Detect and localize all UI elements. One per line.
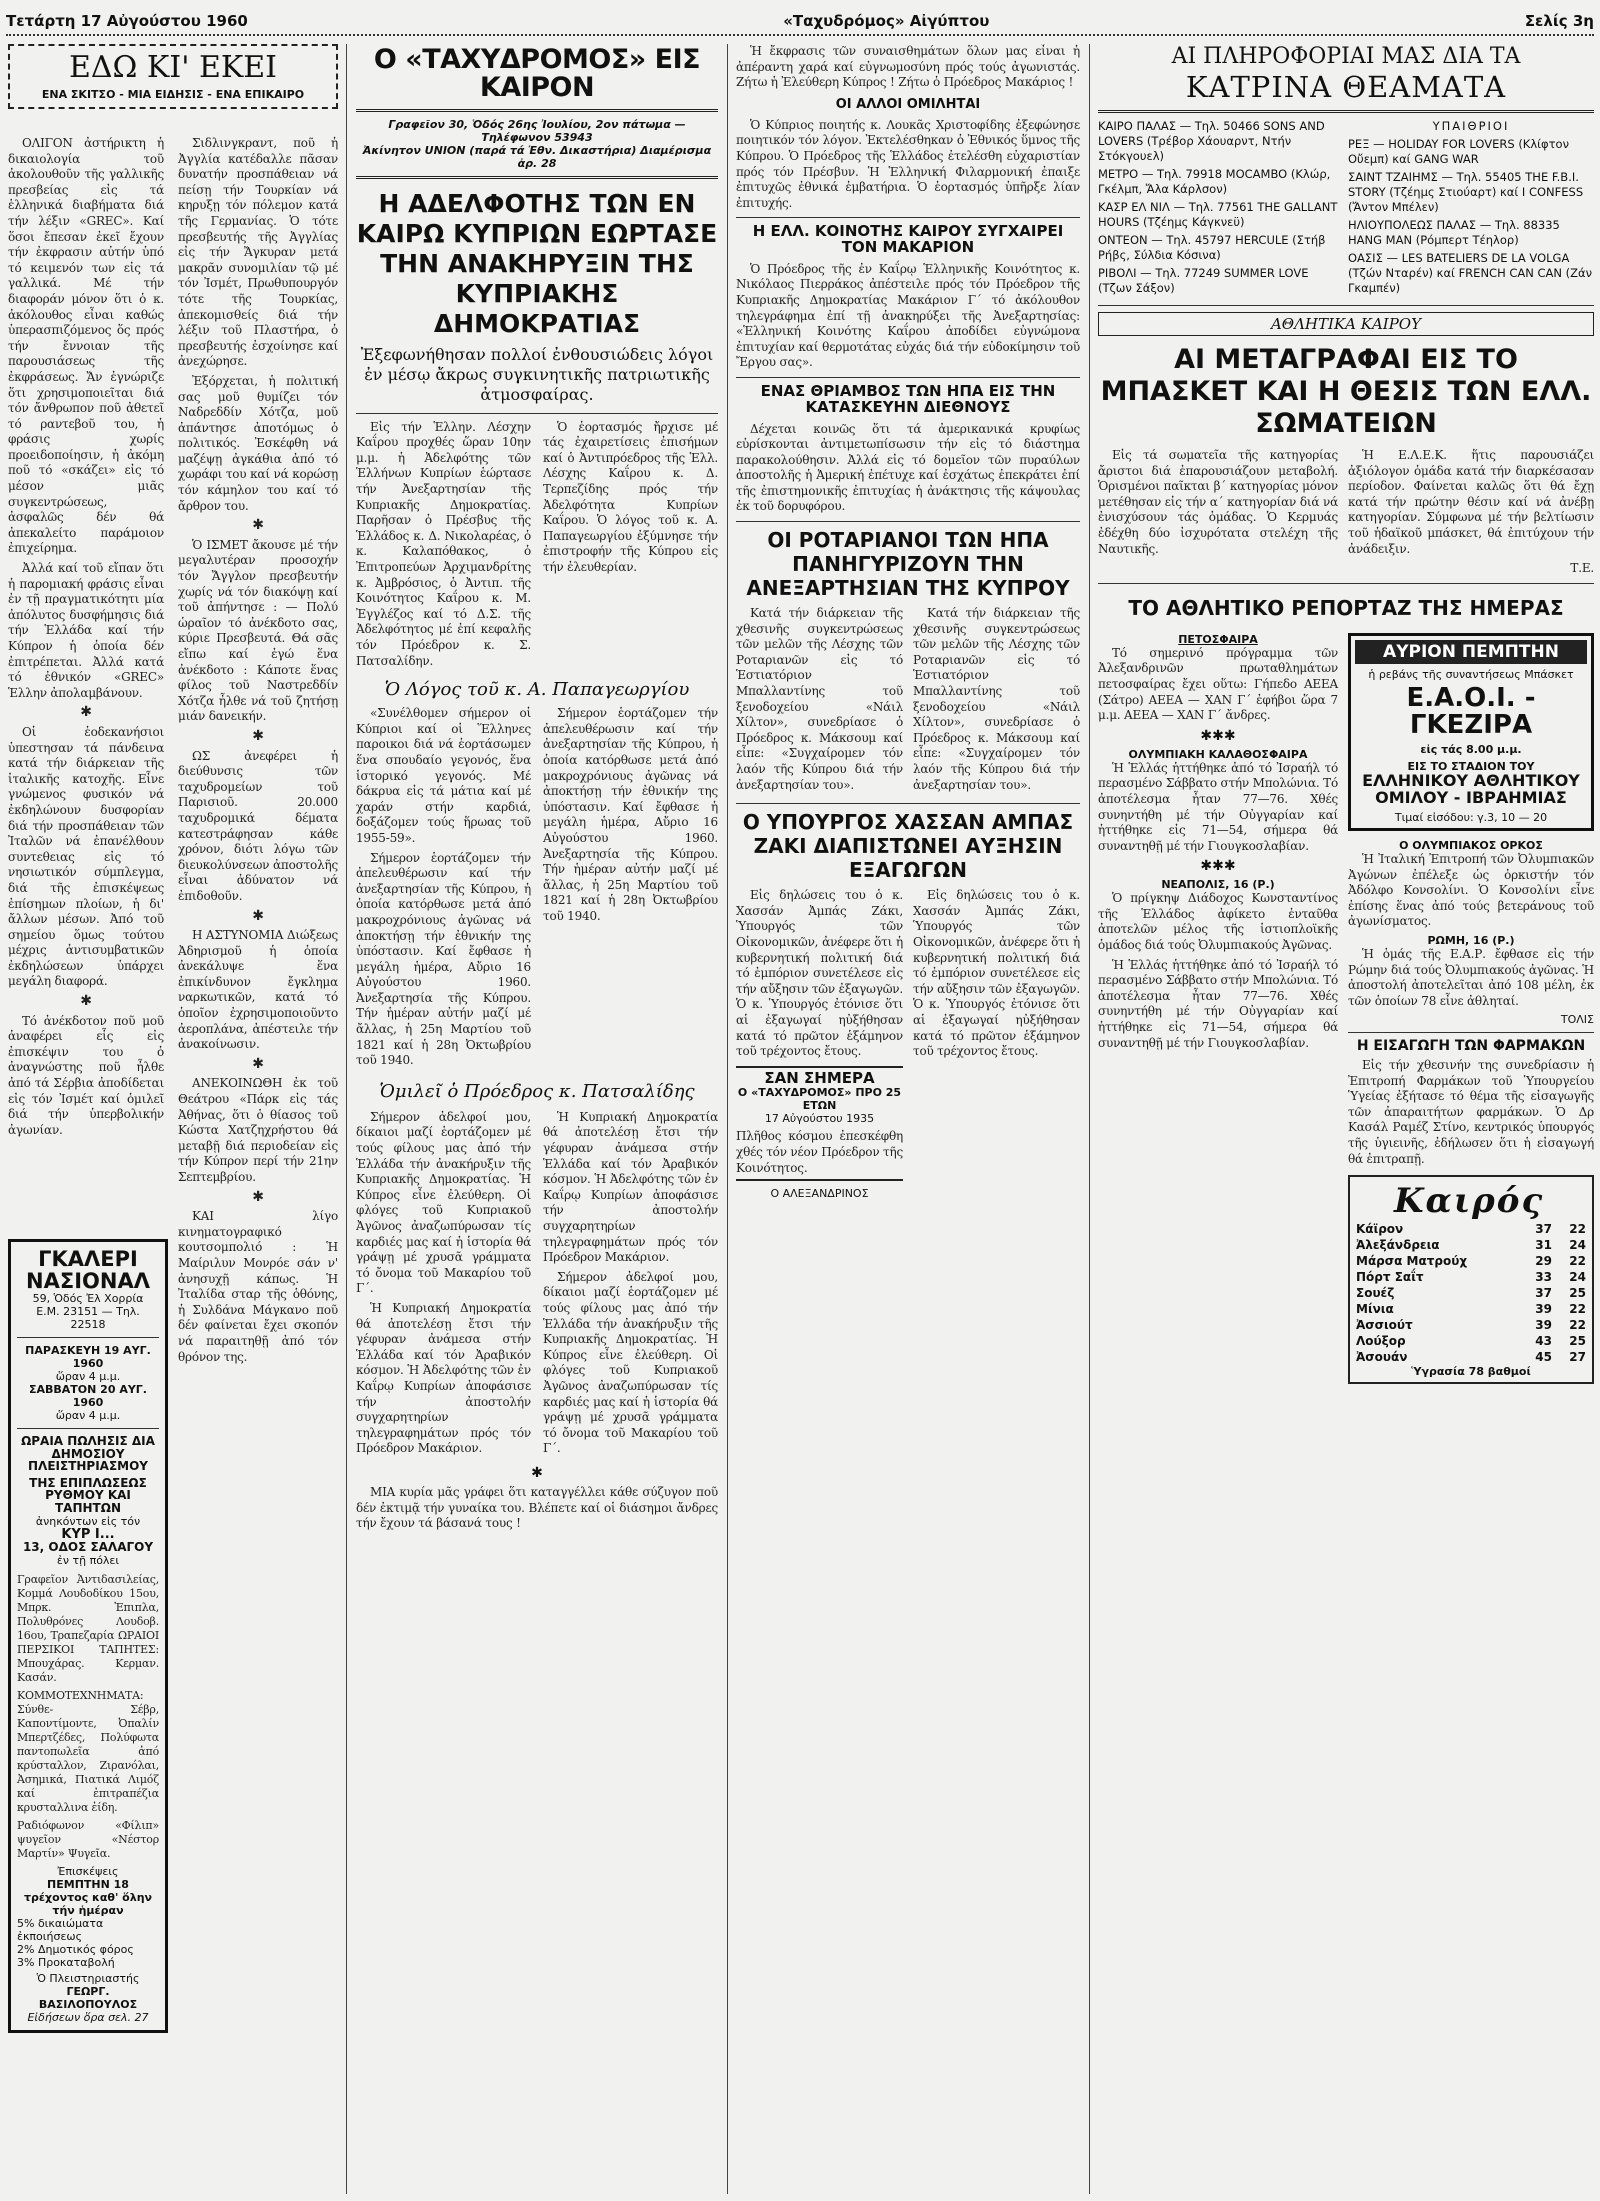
- column-rule: [727, 44, 728, 2194]
- article-text: [356, 1110, 531, 1461]
- sport-band: ΑΘΛΗΤΙΚΑ ΚΑΙΡΟΥ: [1098, 312, 1594, 336]
- article-text: [1098, 958, 1338, 1052]
- paragraph: Κατά τήν διάρκειαν τῆς χθεσινῆς συγκεντρώσεως τῶν μελῶν τῆς Λέσχης τῶν Ροταριανῶν εἰς τό Ἑστιατόριον Μπαλλαντίνης τοῦ ξενοδοχείου «Νάιλ Χίλτον», συνεδρίασε ὁ Πρόεδρος κ. Μάκσουμ καί εἶπε: «Συγχαίρομεν τόν λαόν τῆς Κύπρου διά τήν ἀνεξαρτησίαν του».: [913, 606, 1080, 792]
- article-text: [913, 888, 1080, 1200]
- article-text: [543, 1110, 718, 1461]
- cinema-listing: ΚΑΣΡ ΕΛ ΝΙΛ — Τηλ. 77561 THE GALLANT HOURS (Τζέημς Κάγκνεϋ): [1098, 200, 1338, 229]
- cinema-list: [1348, 119, 1594, 299]
- article-text: [736, 118, 1080, 212]
- sport-report-title: ΤΟ ΑΘΛΗΤΙΚΟ ΡΕΠΟΡΤΑΖ ΤΗΣ ΗΜΕΡΑΣ: [1128, 595, 1564, 620]
- author-signature: Τ.Ε.: [1570, 561, 1594, 576]
- subheadline: ΟΛΥΜΠΙΑΚΗ ΚΑΛΑΘΟΣΦΑΙΡΑ: [1128, 747, 1308, 761]
- basketball-match-advertisement: [1348, 633, 1594, 831]
- weather-max: 29: [1535, 1254, 1552, 1269]
- cinema-listing: ΡΕΞ — HOLIDAY FOR LOVERS (Κλίφτον Οὔεμπ) καί GANG WAR: [1348, 137, 1570, 166]
- sport-headline: ΑΙ ΜΕΤΑΓΡΑΦΑΙ ΕΙΣ ΤΟ ΜΠΑΣΚΕΤ ΚΑΙ Η ΘΕΣΙΣ ΤΩΝ ΕΛΛ. ΣΩΜΑΤΕΙΩΝ: [1100, 344, 1592, 439]
- ad-place: ΟΜΙΛΟΥ - ΙΒΡΑΗΜΙΑΣ: [1375, 788, 1567, 808]
- ad-body: ΚΟΜΜΟΤΕΧΝΗΜΑΤΑ: Σύνθε- Σέβρ, Καποντίμοντε, Ὀπαλίν Μπερτζέδες, Πολύφωτα παντοπωλεῖα ἀπό κρύσταλλον, Ζιρανόλαι, Ἀσημικά, Πιατικά Λιμόζ καί ἐπιτραπέζια κρυσταλλινα ἐίδη.: [17, 1688, 159, 1814]
- ad-owner-line: ἀνηκόντων εἰς τόν: [35, 1514, 141, 1528]
- weather-row: [1354, 1349, 1588, 1365]
- weather-city: Πόρτ Σαΐτ: [1356, 1270, 1424, 1285]
- star-divider: ✱: [252, 727, 264, 744]
- star-divider: ✱: [80, 704, 92, 721]
- column-rule: [1089, 44, 1090, 2194]
- article-text: [543, 706, 718, 1073]
- feature-title: ΕΔΩ ΚΙ' ΕΚΕΙ: [68, 50, 278, 85]
- article-text: [736, 422, 1080, 516]
- headline: Η ΕΙΣΑΓΩΓΗ ΤΩΝ ΦΑΡΜΑΚΩΝ: [1356, 1038, 1586, 1055]
- ad-street: 13, ΟΔΟΣ ΣΑΛΑΓΟΥ: [22, 1540, 154, 1555]
- paragraph: Σήμερον ἑορτάζομεν τήν ἀπελευθέρωσιν καί τήν ἀνεξαρτησίαν τῆς Κύπρου, ἡ ὁποία κατόρθωσε μετά ἀπό μακροχρόνιους ἀγῶνας νά ἀποκτήσῃ τήν ἐθνικήν της ὑπόστασιν. Καί ἔφθασε ἡ μεγάλη ἡμέρα, Αὔριο 16 Αὐγούστου 1960. Ἀνεξαρτησία τῆς Κύπρου. Τήν ἡμέραν αὐτήν μαζί μέ ἄλλας, ἡ 25η Μαρτίου τοῦ 1821 καί ἡ 28η Ὀκτωβρίου τοῦ 1940.: [543, 706, 718, 923]
- article-text: [736, 44, 1080, 91]
- paragraph: ΜΙΑ κυρία μᾶς γράφει ὅτι καταγγέλλει κάθε σύζυγον ποῦ δέν ἐκτιμᾷ τήν γυναίκα του. Βλέπετε καί οἱ διάσημοι ἄνδρες τήν ἔχουν τά βάσανά τους !: [356, 1484, 718, 1531]
- star-divider: ✱: [252, 907, 264, 924]
- weather-min: 25: [1569, 1286, 1586, 1301]
- paragraph: ΩΣ ἀνεφέρει ἡ διεύθυνσις τῶν ταχυδρομείων τοῦ Παρισιοῦ. 20.000 ταχυδρομικά δέματα κατεστράφησαν κάθε χρόνον, διότι λόγω τῶν διευκολύνσεων ἀποστολῆς εἶναι ἀδύνατον νά ἐπιδοθοῦν.: [178, 748, 338, 903]
- ad-visit-time: ΠΕΜΠΤΗΝ 18 τρέχοντος καθ' ὅλην τήν ἡμέραν: [23, 1877, 153, 1917]
- weather-min: 24: [1569, 1238, 1586, 1253]
- anniversary-box: [736, 1066, 903, 1182]
- weather-row: [1354, 1237, 1588, 1253]
- weather-max: 33: [1535, 1270, 1552, 1285]
- headline: ΟΙ ΡΟΤΑΡΙΑΝΟΙ ΤΩΝ ΗΠΑ ΠΑΝΗΓΥΡΙΖΟΥΝ ΤΗΝ ΑΝΕΞΑΡΤΗΣΙΑΝ ΤΗΣ ΚΥΠΡΟΥ: [746, 528, 1070, 601]
- weather-row: [1354, 1269, 1588, 1285]
- article-text: [1348, 852, 1594, 930]
- article-text: [736, 606, 903, 797]
- article-text: [913, 606, 1080, 797]
- weather-max: 31: [1535, 1238, 1552, 1253]
- paragraph: Σήμερον ἀδελφοί μου, δίκαιοι μαζί ἑορτάζομεν μέ τούς φίλους μας ἀπό τήν Ἑλλάδα τήν ἀνακήρυξιν τῆς Κυπριακῆς Δημοκρατίας. Ἡ Κύπρος εἶνε ἐλεύθερη. Οἱ φλόγες τοῦ Κυπριακοῦ Ἀγῶνος ἀναζωπύρωσαν τίς καρδιές μας καί ἡ ἱστορία θά γράψῃ μέ χρυσᾶ γράμματα τό ὄνομα τοῦ Μακαρίου τοῦ Γ΄.: [543, 1269, 718, 1456]
- page-masthead: [6, 8, 1594, 36]
- paragraph: Οἱ ἑοδεκανήσιοι ὑπεστησαν τά πάνδεινα κατά τήν διάρκειαν τῆς ἰταλικῆς κατοχῆς. Εἶνε γνώμενος φυσικόν νά ἐκδηλώνουν δυσφορίαν διά τήν προσπάθειαν τῶν Ἰταλῶν νά ἐπανέλθουν συντεθειας εἰς τό νησιωτικόν σύμπλεγμα, διά τῆς ἐπισκέψεως ἐπίσημων πλοίων, ἡ δι' ἄλλων μέσων. Ἀπό τοῦ σημείου ὅμως τούτου μέχρις ἀντισυμβατικῶν ἐκδηλώσεων ὑπάρχει μεγάλη διαφορά.: [8, 724, 164, 989]
- author-signature: ΤΟΛΙΣ: [1560, 1013, 1594, 1027]
- paragraph: Ὁ ἑορτασμός ἤρχισε μέ τάς ἐχαιρετίσεις ἐπισήμων καί ὁ Ἀντιπρόεδρος τῆς Ἑλλ. Λέσχης Καΐρου κ. Δ. Τερπεζίδης πρός τήν Ἀδελφότητα Κυπρίων Καΐρου. Ὁ λόγος τοῦ κ. Α. Παπαγεωργίου ἐξύμνησε τήν ἐπιστροφήν τῆς Κύπρου εἰς τήν ἐλευθερίαν.: [543, 419, 718, 575]
- weather-min: 22: [1569, 1302, 1586, 1317]
- office-address: Γραφεῖον 30, Ὁδός 26ης Ἰουλίου, 2ον πάτωμα — Τηλέφωνον 53943: [388, 117, 686, 144]
- cinema-listing: ΜΕΤΡΟ — Τηλ. 79918 MOCAMBO (Κλώρ, Γκέλμπ, Ἄλα Κάρλσον): [1098, 167, 1331, 196]
- paragraph: Εἰς τήν χθεσινήν της συνεδρίασιν ἡ Ἐπιτροπή Φαρμάκων τοῦ Ὑπουργείου Ὑγείας ἐξήτασε τό θέμα τῆς εἰσαγωγῆς τῶν ἀπαραιτήτων φαρμάκων. Ὁ Δρ Κασάλ Ραμέζ Στίνο, κεντρικός ὑπουργός τῆς ὑγιεινῆς, ἐδήλωσεν ὅτι ἡ εἰσαγωγή θά ἐπιτραπῇ.: [1348, 1057, 1594, 1166]
- star-divider: ✱✱✱: [1200, 727, 1236, 744]
- subheadline: ΟΙ ΑΛΛΟΙ ΟΜΙΛΗΤΑΙ: [835, 96, 981, 112]
- ad-auctioneer-name: ΓΕΩΡΓ. ΒΑΣΙΛΟΠΟΥΛΟΣ: [38, 1984, 138, 2011]
- paragraph: Σιδλινγκραντ, ποῦ ἡ Ἀγγλία κατέδαλλε πᾶσαν δυνατήν προσπάθειαν νά πείσῃ τήν Τουρκίαν νά κηρυξῃ τόν πόλεμον κατά τῆς Γερμανίας. Ὁ τότε πρεσβευτής τῆς Ἀγγλίας εἰς τήν Ἄγκυραν μετά μακρᾶν συνομιλίαν τῷ μέ τόν Ἰσμέτ, Πρωθυπουργόν τότε τῆς Τουρκίας, ἀπεκομισθείς διά τήν λέξιν τοῦ Πλαστήρα, ὁ πρεσβευτής ἐσχοίνησε καί ἀνεχώρησε.: [178, 136, 338, 369]
- weather-city: Σουέζ: [1356, 1286, 1395, 1301]
- paragraph: Ἡ Ἑλλάς ἡττήθηκε ἀπό τό Ἰσραήλ τό περασμένο Σάββατο στήν Μπολώνια. Τό ἀποτέλεσμα ἦταν 77—76. Χθές συνηντήθη μέ τήν Οὐγγαρίαν καί ἡττήθηκε εἰς 71—54, σήμερα θά συναντηθῇ μέ τήν Γιουγκοσλαβίαν.: [1098, 760, 1338, 853]
- feature-subtitle: ΕΝΑ ΣΚΙΤΣΟ - ΜΙΑ ΕΙΔΗΣΙΣ - ΕΝΑ ΕΠΙΚΑΙΡΟ: [41, 87, 305, 101]
- article-text: [736, 888, 903, 1060]
- ad-time: εἰς τάς 8.00 μ.μ.: [1420, 743, 1522, 757]
- weather-min: 22: [1569, 1318, 1586, 1333]
- column-rule: [346, 44, 347, 2194]
- weather-box: [1348, 1175, 1594, 1384]
- column-3: [736, 44, 1080, 2194]
- star-divider: ✱: [252, 1188, 264, 1205]
- weather-max: 43: [1535, 1334, 1552, 1349]
- ad-time: ὥραν 4 μ.μ.: [55, 1370, 121, 1384]
- cinema-listing: ΟΑΣΙΣ — LES BATELIERS DE LA VOLGA (Τζών Νταρέν) καί FRENCH CAN CAN (Ζάν Γκαμπέν): [1348, 251, 1593, 295]
- weather-max: 39: [1535, 1302, 1552, 1317]
- office-address: Ἀκίνητον UNION (παρά τά Ἐθν. Δικαστήρια) Διαμέρισμα ἀρ. 28: [362, 143, 712, 170]
- ad-time: ὥραν 4 μ.μ.: [55, 1409, 121, 1423]
- subheadline: Ὁ Λόγος τοῦ κ. Α. Παπαγεωργίου: [384, 679, 690, 701]
- article-text: [1098, 891, 1338, 953]
- paragraph: Ὁ ΙΣΜΕΤ ἄκουσε μέ τήν μεγαλυτέραν προσοχήν τόν Ἄγγλον πρεσβευτήν χωρίς νά τόν διακόψῃ καί τοῦ ἀπήντησε : — Πολύ ὡραῖον τό ἀνέκδοτο σας, κύριε Πρεσβευτά. Θά σᾶς εἴπω καί ἐγώ ἕνα ἀνέκδοτο : Κάποτε ἕνας φίλος τοῦ Ναστρεδδίν Χότζα ἦλθε νά τοῦ ζητήσῃ μιάν δανεικήν.: [178, 537, 338, 724]
- subheadline: Ὁμιλεῖ ὁ Πρόεδρος κ. Πατσαλίδης: [379, 1080, 695, 1102]
- cinema-listing: ΚΑΙΡΟ ΠΑΛΑΣ — Τηλ. 50466 SONS AND LOVERS (Τρέβορ Χάουαρντ, Ντήν Στόκγουελ): [1098, 119, 1325, 163]
- star-divider: ✱: [252, 1055, 264, 1072]
- weather-min: 25: [1569, 1334, 1586, 1349]
- weather-table: [1354, 1221, 1588, 1365]
- paragraph: Εἰς τήν Ἑλλην. Λέσχην Καΐρου προχθές ὥραν 10ην μ.μ. ἡ Ἀδελφότης τῶν Ἑλλήνων Κυπρίων ἑώρτασε τήν Ἀνεξαρτησίαν τῆς Κυπριακῆς Δημοκρατίας. Παρῆσαν ὁ Πρέσβυς τῆς Ἑλλάδος κ. Δ. Νικολαρέας, ὁ κ. Καλαπόθακος, ὁ Ἐπιτροπεύων Ἀρχιμανδρίτης κ. Ἀμβρόσιος, ὁ Ἀντιπ. τῆς Κοινότητος Καΐρου κ. Μ. Ἐγγλέζος καί τό Δ.Σ. τῆς Ἀδελφότητος μέ ἐπί κεφαλῆς τόν Πρόεδρον κ. Σ. Πατσαλίδην.: [356, 419, 531, 668]
- star-divider: ✱: [252, 517, 264, 534]
- anniversary-subtitle: Ο «ΤΑΧΥΔΡΟΜΟΣ» ΠΡΟ 25 ΕΤΩΝ: [737, 1086, 902, 1113]
- weather-row: [1354, 1317, 1588, 1333]
- weather-city: Ἀσσιούτ: [1356, 1318, 1413, 1333]
- paragraph: ΚΑΙ λίγο κινηματογραφικό κουτσομπολιό : Ἡ Μαίριλυν Μονρόε σάν ν' ἀνησυχῇ κάπως. Ἡ Ἰταλίδα σταρ τῆς ὁθόνης, ἡ Συλδάνα Μάγκανο ποῦ δέν φαίνεται ἔχει σκοπόν νά παραιτηθῇ ἀπό τόν θρόνον της.: [178, 1209, 338, 1364]
- article-text: [178, 136, 338, 1365]
- weather-row: [1354, 1333, 1588, 1349]
- ad-place: ΕΙΣ ΤΟ ΣΤΑΔΙΟΝ ΤΟΥ: [1407, 760, 1535, 774]
- paragraph: Ἡ Ἑλλάς ἡττήθηκε ἀπό τό Ἰσραήλ τό περασμένο Σάββατο στήν Μπολώνια. Τό ἀποτέλεσμα ἦταν 77—76. Χθές συνηντήθη μέ τήν Οὐγγαρίαν καί ἡττήθηκε εἰς 71—54, σήμερα θά συναντηθῇ μέ τήν Γιουγκοσλαβίαν.: [1098, 957, 1338, 1050]
- anniversary-date: 17 Αὐγούστου 1935: [764, 1112, 875, 1126]
- paragraph: Ἡ Κυπριακή Δημοκρατία θά ἀποτελέσῃ ἔτσι τήν γέφυραν ἀνάμεσα στήν Ἑλλάδα καί τόν Ἀραβικόν κόσμον. Ἡ Ἀδελφότης τῶν ἐν Καΐρῳ Κυπρίων ἀποφάσισε τήν ἀποστολήν συγχαρητηρίων τηλεγραφημάτων πρός τόν Πρόεδρον Μακάριον.: [356, 1300, 531, 1456]
- ad-date: ΣΑΒΒΑΤΟΝ 20 ΑΥΓ. 1960: [28, 1383, 147, 1410]
- weather-max: 45: [1535, 1350, 1552, 1365]
- section-title: Ο «ΤΑΧΥΔΡΟΜΟΣ» ΕΙΣ ΚΑΙΡΟΝ: [373, 44, 701, 104]
- article-text: [356, 420, 531, 674]
- paragraph: Ἐξόρχεται, ἡ πολιτική σας μοῦ θυμίζει τόν Ναδρεδδίν Χότζα, μοῦ ἀπάντησε ἀποτόμως ὁ πολιτικός. Ἐσκέφθη νά μαζέψῃ ἀγκάθια ἀπό τό χωράφι του καί νά κορώσῃ τόν κάμηλον του καί τό ἄρθρον του.: [178, 373, 338, 513]
- headline-deck: Ἐξεφωνήθησαν πολλοί ἐνθουσιώδεις λόγοι ἐν μέσῳ ἄκρως συγκινητικῆς πατριωτικῆς ἀτμοσφαίρας.: [360, 344, 714, 404]
- subheadline: ΠΕΤΟΣΦΑΙΡΑ: [1178, 632, 1258, 646]
- paragraph: Η ΑΣΤΥΝΟΜΙΑ Διώξεως Ἀδηρισμοῦ ἡ ὁποία ἀνεκάλυψε ἕνα ἐπικίνδυνον ἔγκλημα ναρκωτικῶν, κατά τό ὁποῖον ἐχρησιμοποιοῦντο ἀεροπλάνα, ἀπέστειλε τήν ἀνακοίνωσιν.: [178, 928, 338, 1052]
- ad-teams: Ε.Α.Ο.Ι. - ΓΚΕΖΙΡΑ: [1406, 682, 1536, 741]
- ad-city: ἐν τῇ πόλει: [56, 1553, 120, 1567]
- article-text: [356, 706, 531, 1073]
- weather-row: [1354, 1301, 1588, 1317]
- star-divider: ✱: [531, 1464, 543, 1481]
- paragraph: Ὁ Κύπριος ποιητής κ. Λουκᾶς Χριστοφίδης ἐξεφώνησε ποιητικόν τόν λόγον. Ἐκτελέσθηκαν ὁ Ἐθνικός ὕμνος τῆς Κύπρου. Ὁ Πρόεδρος τῆς Ἑλλάδος ἐτελέσθη εὐχαριστίαν πρός τόν Πρέσβυν. Ἡ Ἑλληνική Φιλαρμονική ἐπαιξε ἐπιτυχῶς ἐθνικά ἐμβατήρια. Ὁ ἑορτασμός ὑπῆρξε λίαν ἐπιτυχής.: [736, 117, 1080, 210]
- paragraph: Ἡ Ἰταλική Ἐπιτροπή τῶν Ὀλυμπιακῶν Ἀγώνων ἐπέλεξε ὡς ὀρκιστήν τόν Ἀδόλφο Κονσολίνι. Ὁ Κονσολίνι εἶνε ἐπίσης ἕνας ἀπό τούς βετεράνους τοῦ ἀγωνίσματος.: [1348, 851, 1594, 929]
- paragraph: Εἰς τά σωματεῖα τῆς κατηγορίας ἄριστοι διά ἐπαρουσιάζουν μεταβολή. Ὁρισμένοι παῖκται β΄ κατηγορίας μόνον μετέθησαν εἰς τήν α΄ κατηγορίαν διά νά ἐνισχύσουν τάς ὁμάδας. Ὁ Κερμυάς ἐδέχθη δύο ἰσχυρότατα στελέχη τῆς Ναυτικῆς.: [1098, 448, 1338, 556]
- ad-auctioneer-label: Ὁ Πλειστηριαστής: [36, 1971, 140, 1985]
- weather-max: 37: [1535, 1286, 1552, 1301]
- section-header: ΚΑΤΡΙΝΑ ΘΕΑΜΑΤΑ: [1185, 70, 1507, 104]
- cinema-listing: ΟΝΤΕΟΝ — Τηλ. 45797 HERCULE (Στήβ Ρήβς, Σύλδια Κόσινα): [1098, 233, 1326, 262]
- weather-row: [1354, 1221, 1588, 1237]
- paragraph: Ἡ Κυπριακή Δημοκρατία θά ἀποτελέσῃ ἔτσι τήν γέφυραν ἀνάμεσα στήν Ἑλλάδα καί τόν Ἀραβικόν κόσμον. Ἡ Ἀδελφότης τῶν ἐν Καΐρῳ Κυπρίων ἀποφάσισε τήν ἀποστολήν συγχαρητηρίων τηλεγραφημάτων πρός τόν Πρόεδρον Μακάριον.: [543, 1109, 718, 1265]
- weather-city: Λούξορ: [1356, 1334, 1406, 1349]
- paragraph: «Συνέλθομεν σήμερον οἱ Κύπριοι καί οἱ Ἕλληνες παροικοι διά νά ἑορτάσωμεν ἕνα σπουδαίο γεγονός, ἕνα ἱστορικό γεγονός. Μέ δάκρυα εἰς τά μάτια καί μέ χαράν στήν καρδιά, δοξάζομεν τούς ἥρωας τοῦ 1955-59».: [356, 706, 531, 845]
- ad-owner-name: ΚΥΡ Ι...: [61, 1526, 115, 1542]
- weather-min: 22: [1569, 1222, 1586, 1237]
- paragraph: Εἰς δηλώσεις του ὁ κ. Χασσάν Ἀμπάς Ζάκι, Ὑπουργός τῶν Οἰκονομικῶν, ἀνέφερε ὅτι ἡ κυβερνητική πολιτική διά τό ἐμπόριον συνετέλεσε εἰς τήν αὔξησιν τῶν ἐξαγωγῶν. Ὁ κ. Ὑπουργός ἐτόνισε ὅτι αἱ ἐξαγωγαί ηὐξήθησαν κατά τό πρῶτον ἑξάμηνον τοῦ τρέχοντος ἔτους.: [913, 888, 1080, 1059]
- subheadline: ΡΩΜΗ, 16 (Ρ.): [1427, 933, 1515, 947]
- article-text: [736, 262, 1080, 371]
- cinema-list: [1098, 119, 1338, 299]
- column-1: [8, 44, 338, 2194]
- ad-place: ΕΛΛΗΝΙΚΟΥ ΑΘΛΗΤΙΚΟΥ: [1362, 771, 1580, 791]
- masthead-page-number: Σελίς 3η: [1524, 12, 1594, 30]
- subheadline: ΝΕΑΠΟΛΙΣ, 16 (Ρ.): [1161, 878, 1275, 892]
- ad-subheadline: ΤΗΣ ΕΠΙΠΛΩΣΕΩΣ ΡΥΘΜΟΥ ΚΑΙ ΤΑΠΗΤΩΝ: [29, 1475, 147, 1516]
- paragraph: ΑΝΕΚΟΙΝΩΘΗ ἐκ τοῦ Θεάτρου «Πάρκ εἰς τάς Ἀθήνας, ὅτι ὁ θίασος τοῦ Κώστα Χατζηχρήστου θά μεταβῇ διά περιοδείαν εἰς τήν Κύπρον περί τήν 21ην Σεπτεμβρίου.: [178, 1076, 338, 1184]
- headline: Ο ΥΠΟΥΡΓΟΣ ΧΑΣΣΑΝ ΑΜΠΑΣ ΖΑΚΙ ΔΙΑΠΙΣΤΩΝΕΙ ΑΥΞΗΣΙΝ ΕΞΑΓΩΓΩΝ: [742, 810, 1074, 883]
- weather-min: 22: [1569, 1254, 1586, 1269]
- masthead-title: «Ταχυδρόμος» Αἰγύπτου: [783, 12, 990, 30]
- ad-body: Ραδιόφωνον «Φίλιπ» ψυγεῖον «Νέστορ Μαρτίν» Ψυγεῖα.: [17, 1818, 159, 1860]
- ad-fee: 3% Προκαταβολή: [17, 1955, 115, 1969]
- ad-more-info: Εἰδήσεων ὅρα σελ. 27: [27, 2010, 149, 2024]
- article-text: [1098, 646, 1338, 724]
- ad-price: Τιμαί εἰσόδου: γ.3, 10 — 20: [1394, 810, 1548, 824]
- weather-city: Κάϊρον: [1356, 1222, 1404, 1237]
- article-text: [1348, 947, 1594, 1009]
- author-signature: Ο ΑΛΕΞΑΝΔΡΙΝΟΣ: [770, 1187, 869, 1201]
- star-divider: ✱: [80, 993, 92, 1010]
- paragraph: Ἡ ἔκφρασις τῶν συναισθημάτων ὅλων μας εἶναι ἡ ἀπέραντη χαρά καί εὐγνωμοσύνη πρός τούς ἀγωνιστάς. Ζήτω ἡ Ἐλεύθερη Κύπρος ! Ζήτω ὁ Πρόεδρος Μακάριος !: [736, 44, 1080, 90]
- article-text: [1098, 761, 1338, 855]
- paragraph: Ὁ Πρόεδρος τῆς ἐν Καΐρῳ Ἑλληνικῆς Κοινότητος κ. Νικόλαος Πιερράκος ἀπέστειλε πρός τόν Πρόεδρον τῆς Κυπριακῆς Δημοκρατίας Μακάριον Γ΄ τό ἀκόλουθον τηλεγράφημα ἐπί τῇ ἀνακηρύξει τῆς Ἀνεξαρτησίας: «Ἑλληνική Κοινότης Καΐρου ἀποδίδει εὐγνώμονα ἐπιτυχίαν καί θερμοτάτας εὐχάς διά τήν εὐδοκίμησιν τοῦ Ἔργου σας».: [736, 261, 1080, 370]
- column-2: [356, 44, 718, 2194]
- weather-row: [1354, 1285, 1588, 1301]
- article-text: [543, 420, 718, 674]
- ad-date: ΠΑΡΑΣΚΕΥΗ 19 ΑΥΓ. 1960: [25, 1344, 151, 1371]
- subheadline: Ο ΟΛΥΜΠΙΑΚΟΣ ΟΡΚΟΣ: [1399, 838, 1543, 852]
- section-header: ΑΙ ΠΛΗΡΟΦΟΡΙΑΙ ΜΑΣ ΔΙΑ ΤΑ: [1171, 44, 1521, 69]
- weather-city: Μίνια: [1356, 1302, 1394, 1317]
- cinema-listing: ΗΛΙΟΥΠΟΛΕΩΣ ΠΑΛΑΣ — Τηλ. 88335 HANG MAN (Ρόμπερτ Τέηλορ): [1348, 218, 1560, 247]
- paragraph: Εἰς δηλώσεις του ὁ κ. Χασσάν Ἀμπάς Ζάκι, Ὑπουργός τῶν Οἰκονομικῶν, ἀνέφερε ὅτι ἡ κυβερνητική πολιτική διά τό ἐμπόριον συνετέλεσε εἰς τήν αὔξησιν τῶν ἐξαγωγῶν. Ὁ κ. Ὑπουργός ἐτόνισε ὅτι αἱ ἐξαγωγαί ηὐξήθησαν κατά τό πρῶτον ἑξάμηνον τοῦ τρέχοντος ἔτους.: [736, 888, 903, 1059]
- ad-line: ἡ ρεβάνς τῆς συναντήσεως Μπάσκετ: [1368, 667, 1574, 681]
- ad-title: ΓΚΑΛΕΡΙ ΝΑΣΙΟΝΑΛ: [26, 1247, 150, 1294]
- column-4: [1098, 44, 1594, 2194]
- article-text: [1098, 448, 1338, 577]
- paragraph: Ἡ ὁμάς τῆς Ε.Α.Ρ. ἔφθασε εἰς τήν Ρώμην διά τούς Ὀλυμπιακούς ἀγῶνας. Ἡ ἀποστολή ἀποτελεῖται ἀπό 108 μέλη, ἐκ τῶν ὁποίων 78 εἶνε ἀθληταί.: [1348, 946, 1594, 1008]
- ad-date: ΑΥΡΙΟΝ ΠΕΜΠΤΗΝ: [1355, 640, 1587, 664]
- weather-city: Ἀσουάν: [1356, 1350, 1408, 1365]
- weather-title: Καιρός: [1394, 1181, 1545, 1222]
- ad-fee: 2% Δημοτικός φόρος: [17, 1942, 134, 1956]
- article-text: [1348, 448, 1594, 577]
- ad-body: Γραφεῖον Ἀντιδασιλείας, Κομμά Λουδοδίκου 15ου, Μπρκ. Ἐπιπλα, Πολυθρόνες Λουδοβ. 16ου, Τραπεζαρία ΩΡΑΙΟΙ ΠΕΡΣΙΚΟΙ ΤΑΠΗΤΕΣ: Μπουχάρας. Κερμαν. Κασάν.: [17, 1572, 159, 1684]
- paragraph: Ὁ πρίγκηψ Διάδοχος Κωνσταντίνος τῆς Ἑλλάδος ἀφίκετο ἐνταῦθα ἀποτελῶν μέλος τῆς ἱστιοπλοϊκῆς ὁμάδος διά τούς Ὀλυμπιακούς Ἀγῶνας.: [1098, 891, 1338, 953]
- weather-max: 39: [1535, 1318, 1552, 1333]
- outdoor-cinemas-title: ΥΠΑΙΘΡΙΟΙ: [1432, 119, 1510, 133]
- humidity-note: Ὑγρασία 78 βαθμοί: [1411, 1365, 1531, 1379]
- paragraph: ΟΛΙΓΟΝ ἀστήρικτη ἡ δικαιολογία τοῦ ἀκολουθοῦν τῆς γαλλικῆς πρεσβείας εἰς τά ἑλληνικά διαβήματα διά τήν λέξιν «GREC». Καί ὅσοι ἔπεσαν ἐκεῖ ἔχουν τήν ἐκφρασιν αὐτήν ὑπό τό κειμενόν των εἰς τά γαλλικά. Μέ τήν διαφοράν μόνον ὅτι ὁ κ. ἀκόλουθος εἶναι καθώς ὑπερασπιζόμενος ὅς πρός τήν ἔννοιαν τῆς παρουσιάσεως τῆς ἐκφράσεως. Ἄν ἐγνώριζε ὅτι χρησιμοποιεῖται διά τόν ἄνθρωπον ποῦ ἀθετεῖ τό ραντεβοῦ του, ἡ φράσις χωρίς προειδοποίησιν, ἡ ἀκόμη ποῦ τό «σκάζει» εἰς τό μέσον μιᾶς συγκεντρώσεως, ἀσφαλῶς δέν θά ἀπεκαλείτο παράμοιον ἐπιχείρημα.: [8, 136, 164, 556]
- main-headline: Η ΑΔΕΛΦΟΤΗΣ ΤΩΝ ΕΝ ΚΑΙΡΩ ΚΥΠΡΙΩΝ ΕΩΡΤΑΣΕ ΤΗΝ ΑΝΑΚΗΡΥΞΙΝ ΤΗΣ ΚΥΠΡΙΑΚΗΣ ΔΗΜΟΚΡΑΤΙΑΣ: [356, 188, 718, 338]
- paragraph: Κατά τήν διάρκειαν τῆς χθεσινῆς συγκεντρώσεως τῶν μελῶν τῆς Λέσχης τῶν Ροταριανῶν εἰς τό Ἑστιατόριον Μπαλλαντίνης τοῦ ξενοδοχείου «Νάιλ Χίλτον», συνεδρίασε ὁ Πρόεδρος κ. Μάκσουμ καί εἶπε: «Συγχαίρομεν τόν λαόν τῆς Κύπρου διά τήν ἀνεξαρτησίαν του».: [736, 606, 903, 792]
- star-divider: ✱✱✱: [1200, 858, 1236, 875]
- article-text: [1348, 1058, 1594, 1167]
- cinema-listing: ΣΑΙΝΤ ΤΖΑΙΗΜΣ — Τηλ. 55405 THE F.B.I. STORY (Τζέημς Στιούαρτ) καί I CONFESS (Ἄντον Μπέλεν): [1348, 170, 1584, 214]
- article-text: [8, 136, 164, 1138]
- feature-box: [8, 44, 338, 109]
- weather-max: 37: [1535, 1222, 1552, 1237]
- ad-headline: ΩΡΑΙΑ ΠΩΛΗΣΙΣ ΔΙΑ ΔΗΜΟΣΙΟΥ ΠΛΕΙΣΤΗΡΙΑΣΜΟΥ: [21, 1434, 155, 1474]
- anniversary-title: ΣΑΝ ΣΗΜΕΡΑ: [764, 1068, 875, 1087]
- weather-city: Ἀλεξάνδρεια: [1356, 1238, 1440, 1253]
- ad-address: 59, Ὁδός Ἐλ Χορρία: [32, 1292, 144, 1306]
- anniversary-text: Πλῆθος κόσμου ἐπεσκέφθη χθές τόν νέον Πρόεδρον τῆς Κοινότητος.: [736, 1129, 903, 1175]
- headline: ΕΝΑΣ ΘΡΙΑΜΒΟΣ ΤΩΝ ΗΠΑ ΕΙΣ ΤΗΝ ΚΑΤΑΣΚΕΥΗΝ ΔΙΕΘΝΟΥΣ: [760, 382, 1056, 416]
- cinema-listing: ΡΙΒΟΛΙ — Τηλ. 77249 SUMMER LOVE (Τζων Σάξον): [1098, 266, 1309, 295]
- auction-advertisement: [8, 1239, 168, 2033]
- headline: Η ΕΛΛ. ΚΟΙΝΟΤΗΣ ΚΑΙΡΟΥ ΣΥΓΧΑΙΡΕΙ ΤΟΝ ΜΑΚΑΡΙΟΝ: [752, 222, 1064, 257]
- weather-min: 27: [1569, 1350, 1586, 1365]
- paragraph: Τό σημερινό πρόγραμμα τῶν Ἀλεξανδρινῶν πρωταθλημάτων πετοσφαίρας ἔχει οὕτω: Γήπεδο ΑΕΕΑ (Σάτρο) ΑΕΕΑ — ΧΑΝ Γ΄ ἐφήβοι ὥρα 7 μ.μ. ΑΕΕΑ — ΧΑΝ Γ΄ ἄνδρες.: [1098, 645, 1338, 723]
- ad-fee: 5% δικαιώματα ἐκποιήσεως: [17, 1916, 104, 1943]
- article-text: [356, 1485, 718, 1532]
- weather-row: [1354, 1253, 1588, 1269]
- paragraph: Ἡ Ε.Λ.Ε.Κ. ἥτις παρουσιάζει ἀξιόλογον ὁμάδα κατά τήν διαρκέσασαν περίοδον. Φαίνεται καλῶς ὅτι θά ἔχῃ κατά τήν πρώτην θέσιν καί νά ἀνέβῃ κατηγορίαν. Σύμφωνα μέ τήν βελτίωσιν τοῦ ἡδαϊκοῦ μπάσκετ, θά ἐπιτύχουν τήν ἀνάδειξιν.: [1348, 448, 1594, 556]
- paragraph: Σήμερον ἑορτάζομεν τήν ἀπελευθέρωσιν καί τήν ἀνεξαρτησίαν τῆς Κύπρου, ἡ ὁποία κατόρθωσε μετά ἀπό μακροχρόνιους ἀγῶνας νά ἀποκτήσῃ τήν ἐθνικήν της ὑπόστασιν. Καί ἔφθασε ἡ μεγάλη ἡμέρα, Αὔριο 16 Αὐγούστου 1960. Ἀνεξαρτησία τῆς Κύπρου. Τήν ἡμέραν αὐτήν μαζί μέ ἄλλας, ἡ 25η Μαρτίου τοῦ 1821 καί ἡ 28η Ὀκτωβρίου τοῦ 1940.: [356, 850, 531, 1068]
- masthead-date: Τετάρτη 17 Αὐγούστου 1960: [6, 12, 248, 30]
- paragraph: Ἀλλά καί τοῦ εἴπαν ὅτι ἡ παρομιακή φράσις εἶναι ἐν τῇ πραγματικότητι μία ἀπόλυτος δυσφήμησις διά τήν Ἑλλάδα καί τήν Κύπρον ἡ ὁποία δέν ἐπιτρέπεται. Ἀλλά κατά τό ἐθνικόν «GREC» Ἑλλην ἀπολαμβάνουν.: [8, 561, 164, 700]
- paragraph: Δέχεται κοινῶς ὅτι τά ἀμερικανικά κρυφίως εὑρίσκονται ἀντιμετωπίσωσιν τήν εἰς τό διάστημα παρακολούθησιν. Ἀλλά εἰς τό δομεῖον τῶν πυραύλων ἀποστολῆς ἡ Ἀμερική ἐπέτυχε καί ἐσχάτως ἐπεκράτει ἐπί τῆς ἐπιστημονικῆς ἐπιτυχίας ἡ ἀνάκτησις τῆς κάψουλας ἐκ τοῦ δορυφόρου.: [736, 421, 1080, 514]
- weather-min: 24: [1569, 1270, 1586, 1285]
- paragraph: Τό ἀνέκδοτον ποῦ μοῦ ἀναφέρει εἷς εἰς ἐπισκέψιν του ὁ ἀναγνώστης ποῦ ἦλθε ἀπό τά Σέρβια ἀποδίδεται εἰς τόν Ἰσμέτ καί ὁμιλεῖ διά τήν ὑπερβολικήν ἀγωνίαν.: [8, 1013, 164, 1137]
- ad-phones: Ε.Μ. 23151 — Τηλ. 22518: [36, 1305, 140, 1332]
- ad-visit-label: Ἐπισκέψεις: [57, 1864, 119, 1878]
- weather-city: Μάρσα Ματρούχ: [1356, 1254, 1468, 1269]
- paragraph: Σήμερον ἀδελφοί μου, δίκαιοι μαζί ἑορτάζομεν μέ τούς φίλους μας ἀπό τήν Ἑλλάδα τήν ἀνακήρυξιν τῆς Κυπριακῆς Δημοκρατίας. Ἡ Κύπρος εἶνε ἐλεύθερη. Οἱ φλόγες τοῦ Κυπριακοῦ Ἀγῶνος ἀναζωπύρωσαν τίς καρδιές μας καί ἡ ἱστορία θά γράψῃ μέ χρυσᾶ γράμματα τό ὄνομα τοῦ Μακαρίου τοῦ Γ΄.: [356, 1109, 531, 1296]
